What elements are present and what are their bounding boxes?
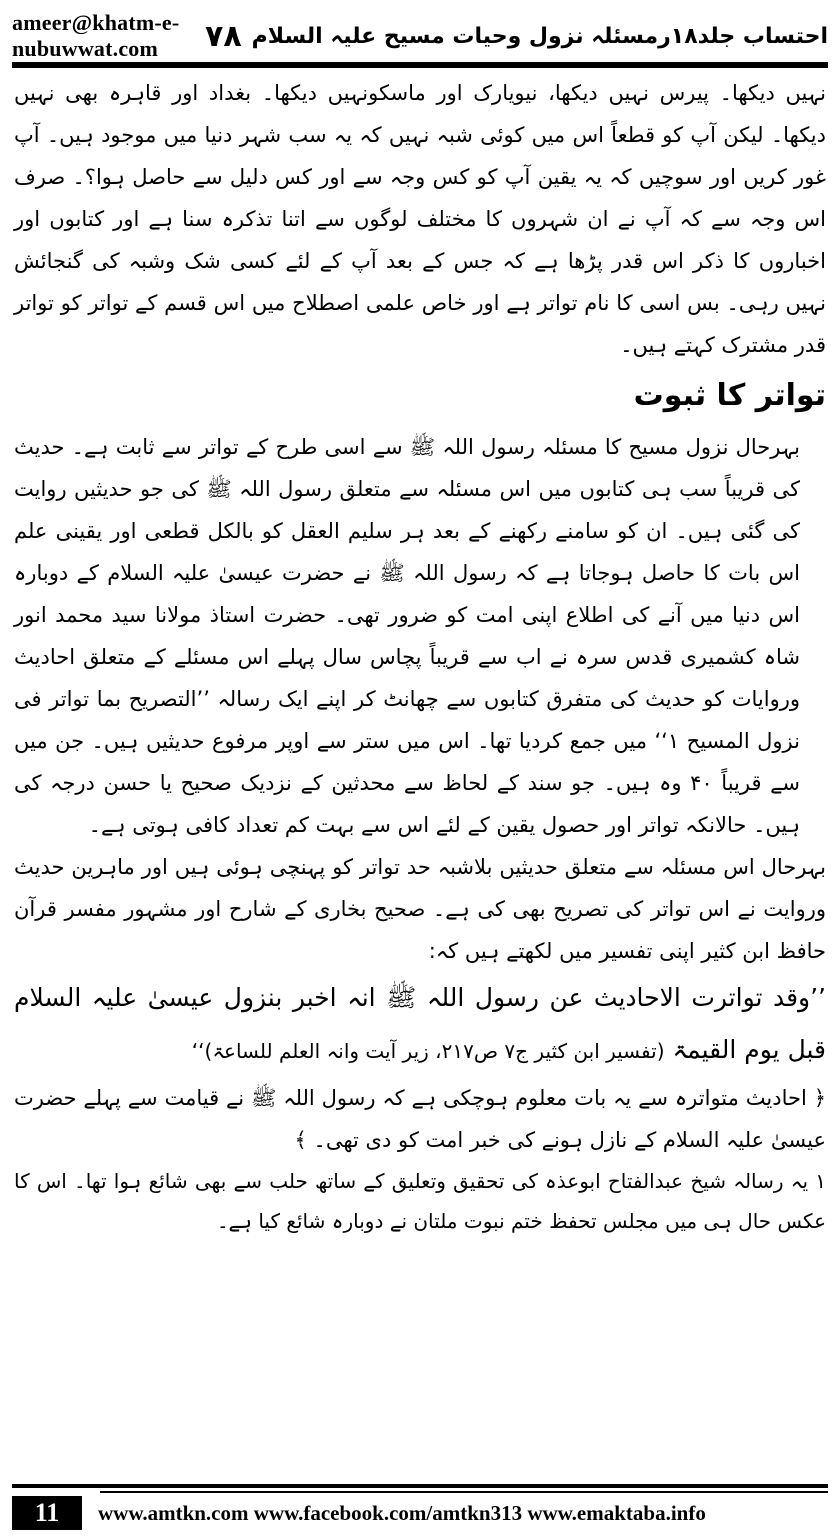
paragraph-3: بہرحال اس مسئلہ سے متعلق حدیثیں بلاشبہ حد تواتر کو پہنچی ہوئی ہیں اور ماہرین حدیث وروایت نے اس تواتر کی تصریح بھی کی ہے۔ صحیح بخاری کے شارح اور مشہور مفسر قرآن حافظ ابن کثیر اپنی تفسیر میں لکھتے ہیں کہ: bbox=[14, 855, 826, 963]
arabic-quote bbox=[14, 972, 826, 1077]
header-title-group bbox=[205, 19, 828, 54]
header-page-number: ۷۸ bbox=[205, 18, 242, 54]
footer-rule bbox=[12, 1484, 828, 1488]
ornament-open-icon: ﴿ bbox=[813, 1086, 826, 1110]
header-rule bbox=[12, 62, 828, 68]
paragraph-1: نہیں دیکھا۔ پیرس نہیں دیکھا، نیویارک اور ماسکونہیں دیکھا۔ بغداد اور قاہرہ بھی نہیں دیکھا۔ لیکن آپ کو قطعاً اس میں کوئی شبہ نہیں کہ یہ سب شہر دنیا میں موجود ہیں۔ آپ غور کریں اور سوچیں کہ یہ یقین آپ کو کس وجہ سے اور کس دلیل سے حاصل ہوا؟۔ صرف اس وجہ سے کہ آپ نے ان شہروں کا مختلف لوگوں سے اتنا تذکرہ سنا ہے اور کتابوں اور اخباروں کا ذکر اس قدر پڑھا ہے کہ جس کے بعد آپ کے لئے کسی شک وشبہ کی گنجائش نہیں رہی۔ بس اسی کا نام تواتر ہے اور خاص علمی اصطلاح میں اس قسم کے تواتر کو تواتر قدر مشترک کہتے ہیں۔ bbox=[14, 81, 826, 357]
quote-translation: احادیث متواترہ سے یہ بات معلوم ہوچکی ہے کہ رسول اللہ ﷺ نے قیامت سے پہلے حضرت عیسیٰ علیہ السلام کے نازل ہونے کی خبر امت کو دی تھی۔ bbox=[14, 1086, 826, 1152]
page-content bbox=[14, 72, 826, 1241]
footer-page-number: 11 bbox=[12, 1496, 82, 1530]
page-footer bbox=[12, 1496, 828, 1530]
footnote: ۱ یہ رسالہ شیخ عبدالفتاح ابوعذہ کی تحقیق وتعلیق کے ساتھ حلب سے بھی شائع ہوا تھا۔ اس کا عکس حال ہی میں مجلس تحفظ ختم نبوت ملتان نے دوبارہ شائع کیا ہے۔ bbox=[14, 1169, 826, 1233]
footer-links[interactable]: www.amtkn.com www.facebook.com/amtkn313 www.emaktaba.info bbox=[98, 1500, 706, 1525]
ornament-close-icon: ﴾ bbox=[294, 1128, 307, 1152]
quote-arabic-text: ’’وقد تواترت الاحادیث عن رسول اللہ ﷺ انہ اخبر بنزول عیسیٰ علیہ السلام قبل یوم القیمۃ bbox=[14, 983, 826, 1064]
footer-rule-thin bbox=[100, 1491, 828, 1493]
quote-translation-block bbox=[14, 1077, 826, 1161]
page-header bbox=[12, 10, 828, 61]
header-email: ameer@khatm-e-nubuwwat.com bbox=[12, 10, 180, 61]
running-title: احتساب جلد۱۸رمسئلہ نزول وحیات مسیح علیہ السلام bbox=[251, 23, 828, 49]
section-heading: تواتر کا ثبوت bbox=[633, 378, 826, 413]
quote-reference: (تفسیر ابن کثیر ج۷ ص۲۱۷، زیر آیت وانہ العلم للساعۃ)‘‘ bbox=[191, 1039, 665, 1063]
paragraph-2: بہرحال نزول مسیح کا مسئلہ رسول اللہ ﷺ سے اسی طرح کے تواتر سے ثابت ہے۔ حدیث کی قریباً سب ہی کتابوں میں اس مسئلہ سے متعلق رسول اللہ ﷺ کی جو حدیثیں روایت کی گئی ہیں۔ ان کو سامنے رکھنے کے بعد ہر سلیم العقل کو بالکل قطعی اور یقینی علم اس بات کا حاصل ہوجاتا ہے کہ رسول اللہ ﷺ نے حضرت عیسیٰ علیہ السلام کے دوبارہ اس دنیا میں آنے کی اطلاع اپنی امت کو ضرور تھی۔ حضرت استاذ مولانا سید محمد انور شاہ کشمیری قدس سرہ نے اب سے قریباً پچاس سال پہلے اس مسئلے کے متعلق احادیث وروایات کو حدیث کی متفرق کتابوں سے چھانٹ کر اپنے ایک رسالہ ’’التصریح بما تواتر فی نزول المسیح ۱‘‘ میں جمع کردیا تھا۔ اس میں ستر سے اوپر مرفوع حدیثیں ہیں۔ جن میں سے قریباً ۴۰ وہ ہیں۔ جو سند کے لحاظ سے محدثین کے نزدیک صحیح یا حسن درجہ کی ہیں۔ حالانکہ تواتر اور حصول یقین کے لئے اس سے بہت کم تعداد کافی ہوتی ہے۔ bbox=[14, 435, 800, 837]
